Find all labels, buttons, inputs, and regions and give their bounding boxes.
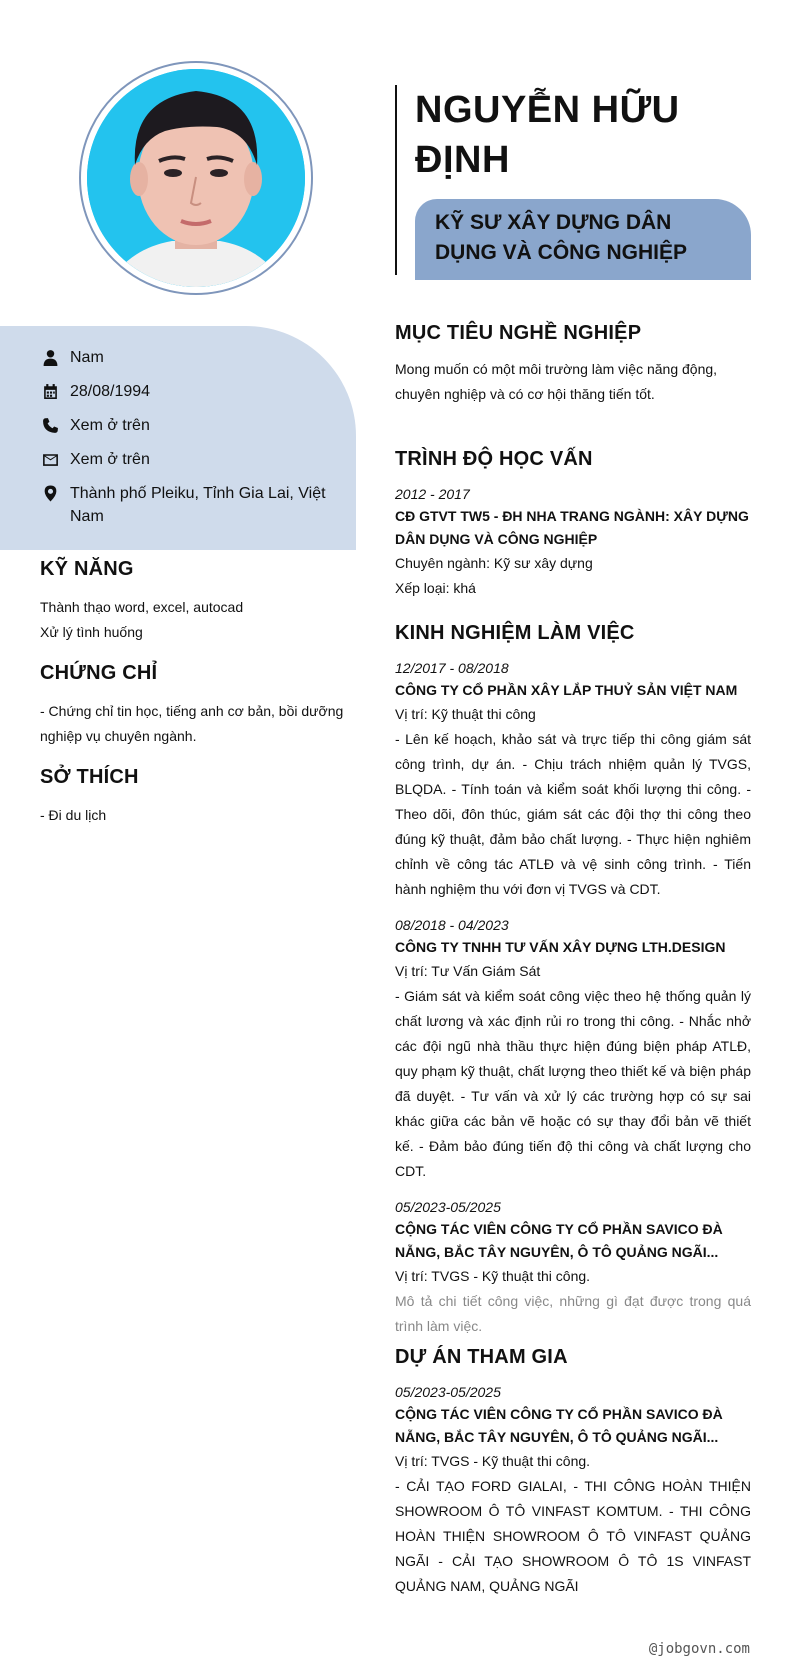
experience-description: Mô tả chi tiết công việc, những gì đạt được trong quá trình làm việc. xyxy=(395,1293,751,1334)
contact-gender xyxy=(40,346,340,369)
portrait-illustration xyxy=(87,69,305,287)
contact-address xyxy=(40,482,340,528)
experience-company: CÔNG TY CỔ PHẦN XÂY LẮP THUỶ SẢN VIỆT NAM xyxy=(395,682,738,698)
experience-period: 08/2018 - 04/2023 xyxy=(395,917,509,933)
experience-company: CỘNG TÁC VIÊN CÔNG TY CỔ PHẦN SAVICO ĐÀ NẴNG, BẮC TÂY NGUYÊN, Ô TÔ QUẢNG NGÃI... xyxy=(395,1221,723,1260)
project-position: Vị trí: TVGS - Kỹ thuật thi công. xyxy=(395,1453,591,1469)
location-icon xyxy=(40,482,60,505)
skill-item: Xử lý tình huống xyxy=(40,624,143,640)
experience-position: Vị trí: Tư Vấn Giám Sát xyxy=(395,963,541,979)
experience-position: Vị trí: Kỹ thuật thi công xyxy=(395,706,536,722)
project-company: CỘNG TÁC VIÊN CÔNG TY CỔ PHẦN SAVICO ĐÀ NẴNG, BẮC TÂY NGUYÊN, Ô TÔ QUẢNG NGÃI... xyxy=(395,1406,723,1445)
email-icon xyxy=(40,448,60,471)
contact-birthdate-text: 28/08/1994 xyxy=(70,383,151,400)
hobbies-text: - Đi du lịch xyxy=(40,807,107,823)
calendar-icon xyxy=(40,380,60,403)
contact-email xyxy=(40,448,340,471)
contact-phone-text: Xem ở trên xyxy=(70,417,150,434)
experience-period: 05/2023-05/2025 xyxy=(395,1199,501,1215)
objective-text: Mong muốn có một môi trường làm việc năng động, chuyên nghiệp và có cơ hội thăng tiến tốt. xyxy=(395,361,718,402)
job-title-badge: KỸ SƯ XÂY DỰNG DÂN DỤNG VÀ CÔNG NGHIỆP xyxy=(415,199,751,280)
contact-email-text: Xem ở trên xyxy=(70,451,150,468)
phone-icon xyxy=(40,414,60,437)
experience-company: CÔNG TY TNHH TƯ VẤN XÂY DỰNG LTH.DESIGN xyxy=(395,939,726,955)
objective-section xyxy=(395,322,751,407)
header-block xyxy=(395,85,751,275)
education-grade: Xếp loại: khá xyxy=(395,580,476,596)
contact-birthdate xyxy=(40,380,340,403)
education-period: 2012 - 2017 xyxy=(395,486,470,502)
hobbies-section xyxy=(40,766,350,828)
contact-list xyxy=(40,346,340,539)
project-description: - CẢI TẠO FORD GIALAI, - THI CÔNG HOÀN THIỆN SHOWROOM Ô TÔ VINFAST KOMTUM. - THI CÔNG HOÀN THIỆN SHOWROOM Ô TÔ VINFAST QUẢNG NGÃI - CẢI TẠO SHOWROOM Ô TÔ 1S VINFAST QUẢNG NAM, QUẢNG NGÃI xyxy=(395,1478,751,1594)
experience-period: 12/2017 - 08/2018 xyxy=(395,660,509,676)
objective-title: MỤC TIÊU NGHỀ NGHIỆP xyxy=(395,322,642,344)
skill-item: Thành thạo word, excel, autocad xyxy=(40,599,244,615)
projects-title: DỰ ÁN THAM GIA xyxy=(395,1346,568,1368)
watermark: @jobgovn.com xyxy=(648,1641,750,1657)
project-period: 05/2023-05/2025 xyxy=(395,1384,501,1400)
hobbies-title: SỞ THÍCH xyxy=(40,766,139,788)
contact-gender-text: Nam xyxy=(70,349,104,366)
experience-entry xyxy=(395,1196,751,1339)
experience-description: - Lên kế hoạch, khảo sát và trực tiếp thi công giám sát công trình, dự án. - Chịu trách nhiệm quản lý TVGS, BLQDA. - Tính toán và kiểm soát khối lượng thi công. - Theo dõi, đôn thúc, giám sát các đội thợ thi công theo đúng kỹ thuật, đảm bảo chất lượng. - Thực hiện nghiêm chỉnh về công tác ATLĐ và vệ sinh công trình. - Tiến hành nghiệm thu với đơn vị TVGS và CDT. xyxy=(395,731,751,897)
education-major: Chuyên ngành: Kỹ sư xây dựng xyxy=(395,555,593,571)
experience-position: Vị trí: TVGS - Kỹ thuật thi công. xyxy=(395,1268,591,1284)
certificates-text: - Chứng chỉ tin học, tiếng anh cơ bản, bồi dưỡng nghiệp vụ chuyên ngành. xyxy=(40,703,344,744)
candidate-name: NGUYỄN HỮU ĐỊNH xyxy=(415,89,680,181)
experience-section xyxy=(395,622,751,1351)
projects-section xyxy=(395,1346,751,1599)
person-icon xyxy=(40,346,60,369)
contact-phone xyxy=(40,414,340,437)
education-section xyxy=(395,448,751,601)
skills-title: KỸ NĂNG xyxy=(40,558,134,580)
experience-entry xyxy=(395,914,751,1184)
profile-photo xyxy=(87,69,305,287)
education-title: TRÌNH ĐỘ HỌC VẤN xyxy=(395,448,593,470)
profile-photo-frame xyxy=(79,61,313,295)
experience-entry xyxy=(395,657,751,902)
education-school: CĐ GTVT TW5 - ĐH NHA TRANG NGÀNH: XÂY DỰNG DÂN DỤNG VÀ CÔNG NGHIỆP xyxy=(395,508,749,547)
certificates-section xyxy=(40,662,350,749)
contact-address-text: Thành phố Pleiku, Tỉnh Gia Lai, Việt Nam xyxy=(70,485,326,525)
certificates-title: CHỨNG CHỈ xyxy=(40,662,158,684)
experience-title: KINH NGHIỆM LÀM VIỆC xyxy=(395,622,635,644)
skills-section xyxy=(40,558,350,645)
experience-description: - Giám sát và kiểm soát công việc theo hệ thống quản lý chất lương và xác định rủi ro trong thi công. - Nhắc nhở các đội ngũ nhà thầu thực hiện đúng biện pháp ATLĐ, quy phạm kỹ thuật, chất lượng theo thiết kế và biện pháp đã duyệt. - Tư vấn và xử lý các trường hợp có sự sai khác giữa các bản vẽ hoặc có sự thay đổi bản vẽ thiết kế. - Đảm bảo đúng tiến độ thi công và chất lượng cho CDT. xyxy=(395,988,751,1179)
